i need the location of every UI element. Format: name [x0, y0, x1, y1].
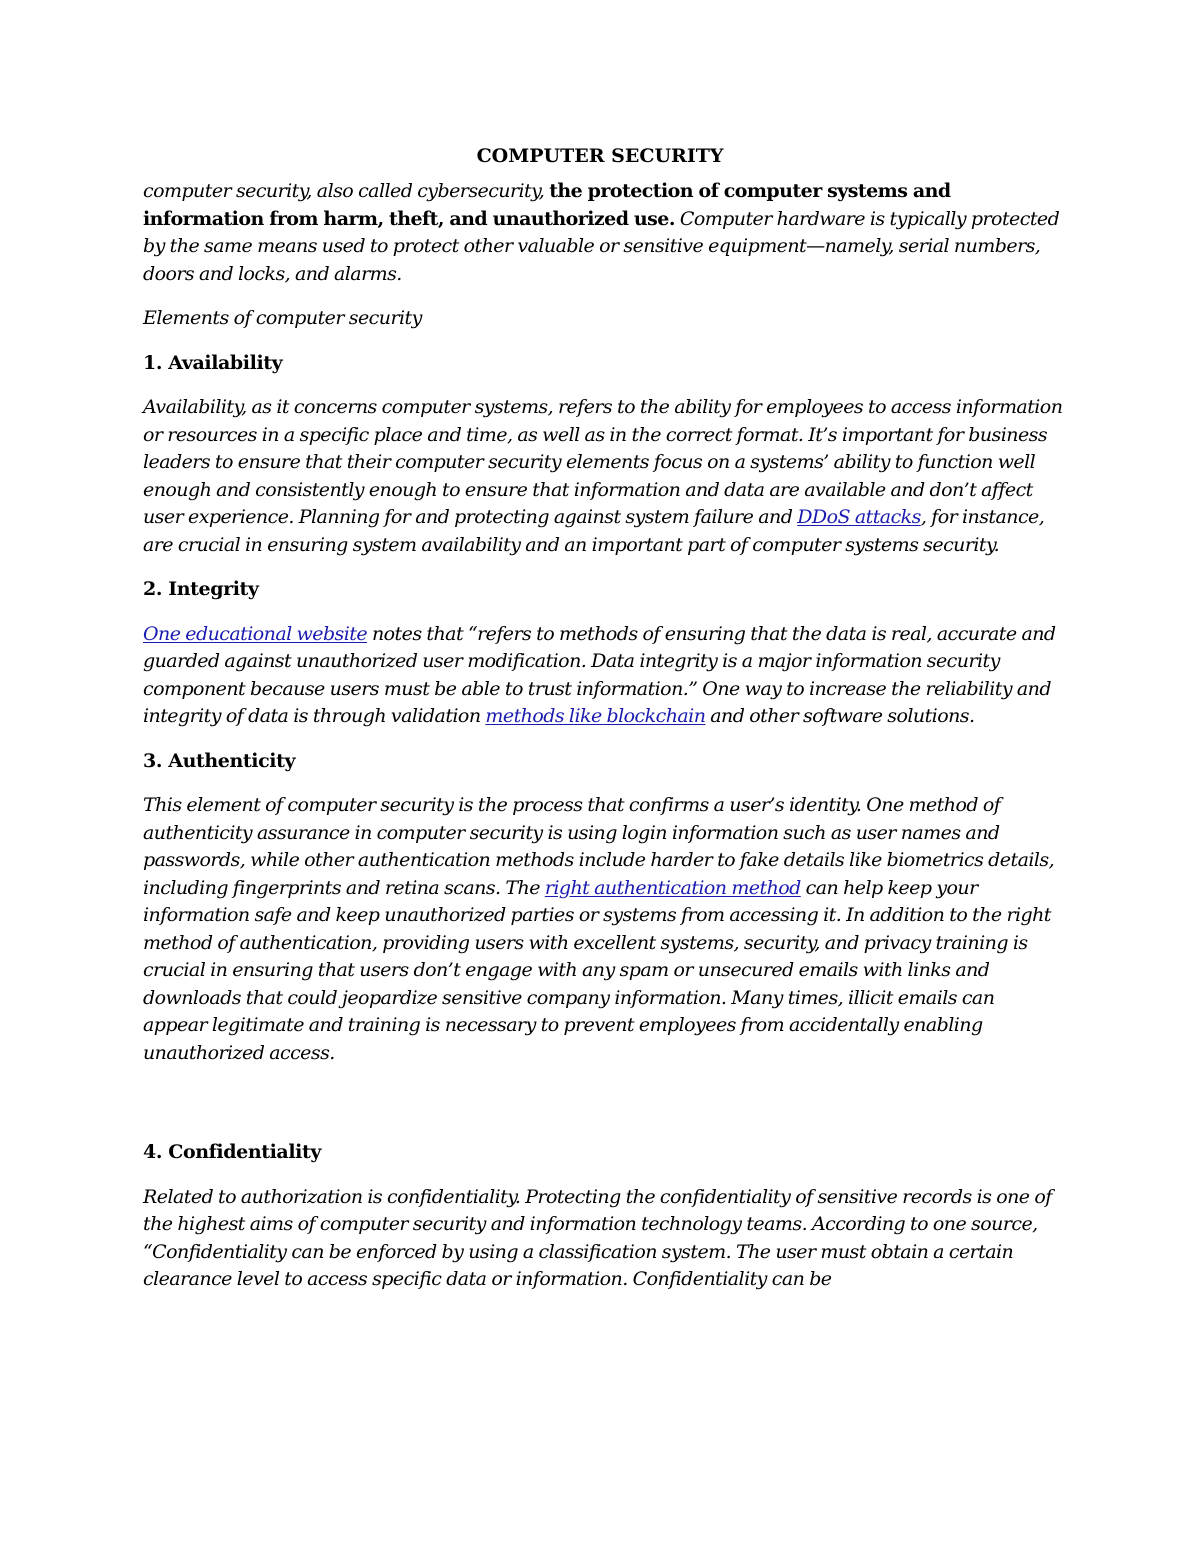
availability-text-after: , for instance, are crucial in ensuring system availability and an important part of computer systems security.: [143, 506, 1045, 556]
elements-heading: Elements of computer security: [143, 307, 422, 329]
availability-text-before: Availability, as it concerns computer systems, refers to the ability for employees to access information or resources in a specific place and time, as well as in the correct format. It’s important for business leaders to ensure that their computer security elements focus on a systems’ ability to function well enough and consistently enough to ensure that information and data are available and don’t affect user experience. Planning for and protecting against system failure and: [143, 396, 1063, 528]
document-body: [143, 142, 1063, 1311]
confidentiality-paragraph: Related to authorization is confidentiality. Protecting the confidentiality of sensitive records is one of the highest aims of computer security and information technology teams. According to one source, “Confidentiality can be enforced by using a classification system. The user must obtain a certain clearance level to access specific data or information. Confidentiality can be: [143, 1185, 1052, 1290]
section-heading-confidentiality: 4. Confidentiality: [143, 1141, 321, 1163]
section-spacer: [143, 1084, 1063, 1139]
intro-lead: computer security, also called cybersecurity,: [143, 180, 550, 202]
authenticity-text-after: can help keep your information safe and keep unauthorized parties or systems from accessing it. In addition to the right method of authentication, providing users with excellent systems, security, and privacy training is crucial in ensuring that users don’t engage with any spam or unsecured emails with links and downloads that could jeopardize sensitive company information. Many times, illicit emails can appear legitimate and training is necessary to prevent employees from accidentally enabling unauthorized access.: [143, 876, 1051, 1064]
section-heading-integrity: 2. Integrity: [143, 578, 259, 600]
intro-paragraph: [143, 178, 1063, 288]
educational-website-link[interactable]: One educational website: [143, 622, 368, 645]
section-heading-authenticity: 3. Authenticity: [143, 749, 296, 772]
document-title: COMPUTER SECURITY: [476, 145, 724, 167]
intro-definition: the protection of computer systems and information from harm, theft, and unauthorized use: [143, 180, 951, 230]
integrity-paragraph: [143, 621, 1063, 731]
authenticity-paragraph: [143, 792, 1063, 1067]
methods-like-blockchain-link[interactable]: methods like blockchain: [485, 705, 706, 727]
intro-rest: Computer hardware is typically protected by the same means used to protect other valuable or sensitive equipment—namely, serial numbers, doors and locks, and alarms.: [143, 207, 1060, 285]
availability-paragraph: [143, 394, 1063, 559]
integrity-text-1: notes that “refers to methods of ensuring that the data is real, accurate and guarded against unauthorized user modification. Data integrity is a major information security component because users must be able to trust information.” One way to increase the reliability and integrity of data is through validation: [143, 622, 1056, 727]
authenticity-text-before: This element of computer security is the process that confirms a user’s identity. One method of authenticity assurance in computer security is using login information such as user names and passwords, while other authentication methods include harder to fake details like biometrics details, including fingerprints and retina scans. The: [143, 794, 1055, 899]
right-authentication-method-link[interactable]: right authentication method: [544, 876, 801, 899]
ddos-attacks-link[interactable]: DDoS attacks: [797, 506, 921, 528]
section-heading-availability: 1. Availability: [143, 351, 283, 374]
intro-period: .: [668, 207, 675, 230]
integrity-text-2: and other software solutions.: [705, 705, 975, 727]
